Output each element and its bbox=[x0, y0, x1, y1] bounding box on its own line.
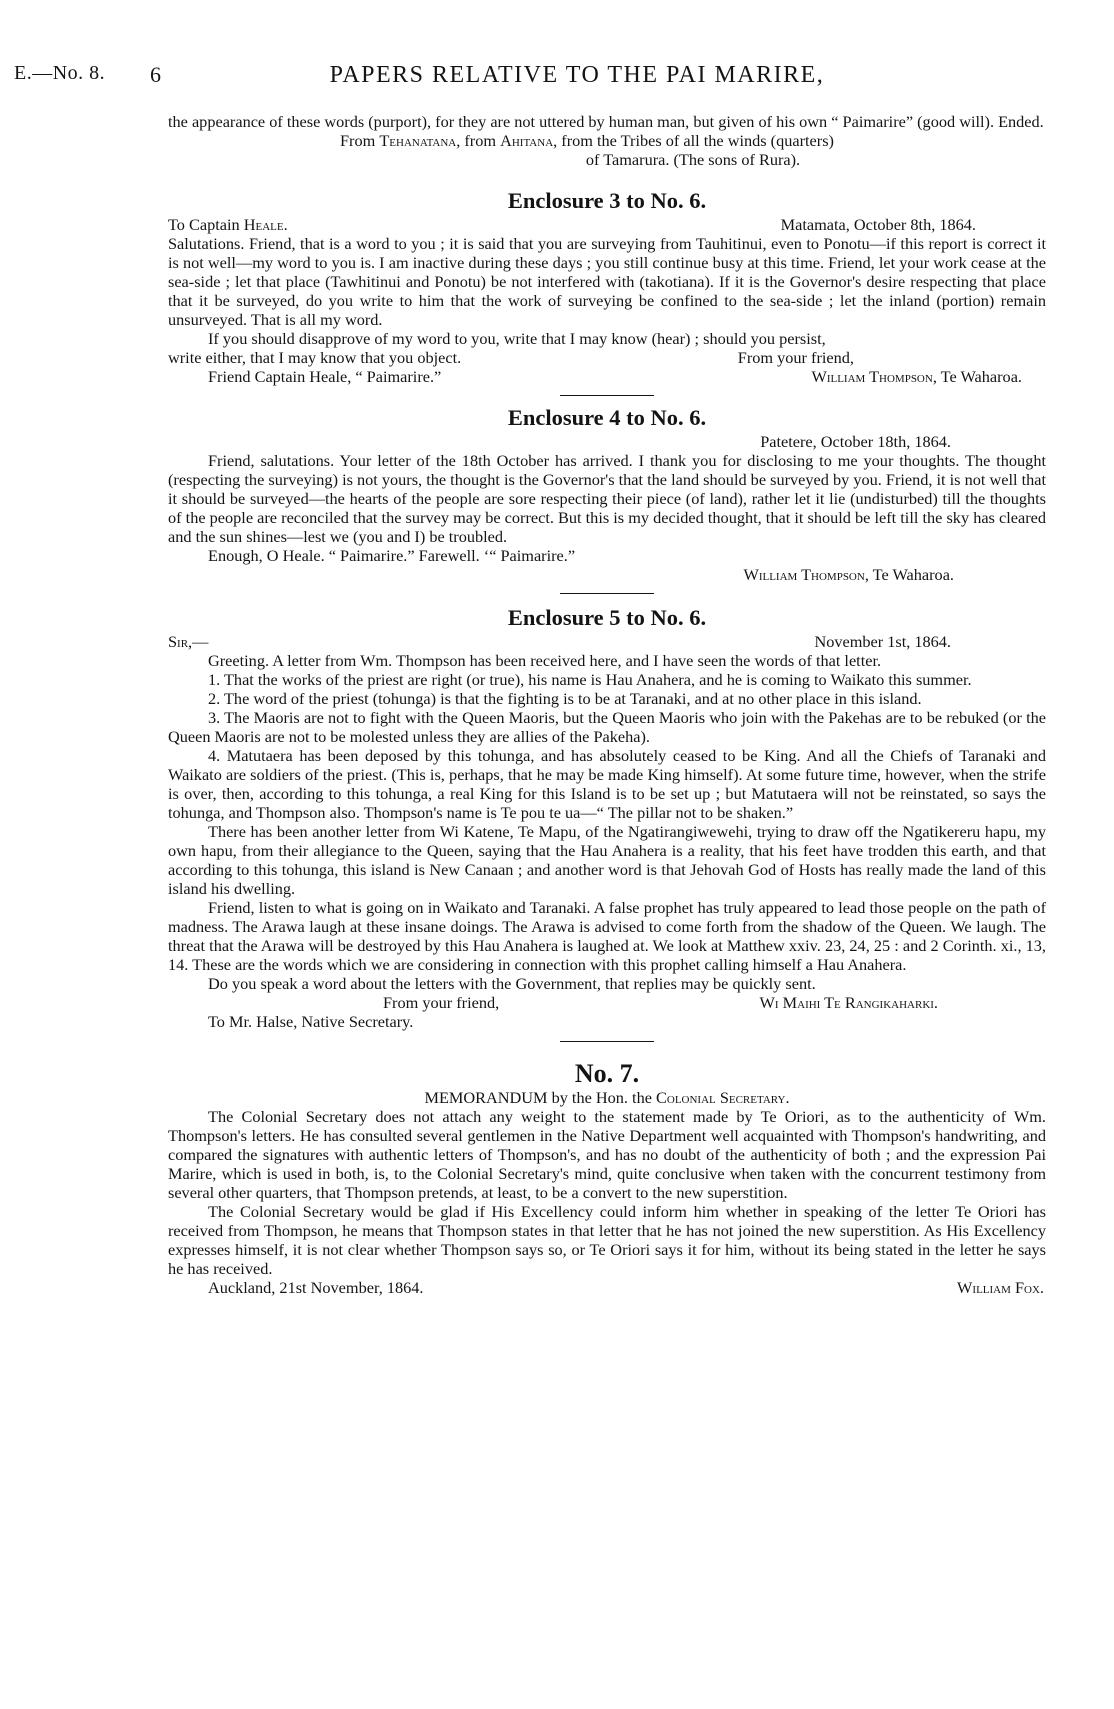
signature: Wi Maihi Te Rangikaharki. bbox=[759, 993, 938, 1012]
memorandum-paragraph: The Colonial Secretary would be glad if His Excellency could inform him whether in speaking of the letter Te Oriori has received from Thompson, he means that Thompson states in that letter that he has not joined the new superstition. As His Excellency expresses himself, it is not clear whether Thompson says so, or Te Oriori says it for him, without its being stated in the letter he says he has received. bbox=[168, 1202, 1046, 1278]
sender-name: Tehanatana bbox=[379, 131, 457, 150]
letter-paragraph: Salutations. Friend, that is a word to you ; it is said that you are surveying from Tauhitinui, even to Ponotu—if this report is correct it is not well—my word to you is. I am inactive during these days ; you still continue busy at this time. Friend, let your work cease at the sea-side ; let that place (Tawhitinui and Ponotu) be not interfered with (takotiana). If it is the Governor's desire respecting that place that it be surveyed, do you write to him that the work of surveying be confined to the sea-side ; let the inland (portion) remain unsurveyed. That is all my word. bbox=[168, 234, 1046, 329]
opening-from-line: From Tehanatana, from Ahitana, from the Tribes of all the winds (quarters) of Tamarura. (The sons of Rura). bbox=[168, 131, 1046, 169]
document-body bbox=[168, 112, 1046, 1297]
enclosure-5-heading: Enclosure 5 to No. 6. bbox=[507, 605, 707, 630]
letter-date: November 1st, 1864. bbox=[814, 632, 951, 651]
letter-date: Matamata, October 8th, 1864. bbox=[780, 215, 976, 234]
letter-paragraph: Friend, salutations. Your letter of the 18th October has arrived. I thank you for disclosing to me your thoughts. The thought (respecting the surveying) is not yours, the thought is the Governor's that the land should be surveyed by you. Friend, it is not well that it should be surveyed—the hearts of the people are sore respecting their piece (of land), rather let it lie (undisturbed) till the thoughts of the people are reconciled that the survey may be correct. But this is my decided thought, that it should be left till the sky has cleared and the sun shines—lest we (you and I) be troubled. bbox=[168, 451, 1046, 546]
enclosure-3-address-row bbox=[168, 215, 1046, 234]
letter-paragraph: 2. The word of the priest (tohunga) is that the fighting is to be at Taranaki, and at no other place in this island. bbox=[208, 689, 922, 708]
letter-paragraph: Greeting. A letter from Wm. Thompson has been received here, and I have seen the words of that letter. bbox=[208, 651, 882, 670]
addressee: To Captain Heale. bbox=[168, 215, 288, 234]
memorandum-title: MEMORANDUM by the Hon. the Colonial Secretary. bbox=[424, 1088, 790, 1107]
closing-from: From your friend, bbox=[383, 993, 500, 1012]
memorandum-paragraph: The Colonial Secretary does not attach any weight to the statement made by Te Oriori, as to the authenticity of Wm. Thompson's letters. He has consulted several gentlemen in the Native Department well acquainted with Thompson's handwriting, and compared the signatures with authentic letters of Thompson's, and has no doubt of the authenticity of both ; and the expression Pai Marire, which is used in both, is, to the Colonial Secretary's mind, quite conclusive when taken with the concurrent testimony from several other quarters, that Thompson pretends, at least, to be a convert to the new superstition. bbox=[168, 1107, 1046, 1202]
letter-paragraph: 4. Matutaera has been deposed by this tohunga, and has absolutely ceased to be King. And all the Chiefs of Taranaki and Waikato are soldiers of the priest. (This is, perhaps, that he may be made King himself). At some future time, however, when the strife is over, then, according to this tohunga, a real King for this Island is to be set up ; but Matutaera will not be reinstated, so says the tohunga, and Thompson also. Thompson's name is Te pou te ua—“ The pillar not to be shaken.” bbox=[168, 746, 1046, 822]
letter-paragraph: Do you speak a word about the letters with the Government, that replies may be quickly sent. bbox=[208, 974, 816, 993]
letter-paragraph: Enough, O Heale. “ Paimarire.” Farewell. ‘“ Paimarire.” bbox=[208, 546, 576, 565]
memorandum-signature-row bbox=[168, 1278, 1046, 1297]
running-title: PAPERS RELATIVE TO THE PAI MARIRE, bbox=[329, 62, 825, 88]
recipient-line: To Mr. Halse, Native Secretary. bbox=[208, 1012, 414, 1031]
closing-from: From your friend, bbox=[737, 348, 854, 367]
letter-paragraph: Friend, listen to what is going on in Waikato and Taranaki. A false prophet has truly appeared to lead those people on the path of madness. The Arawa laugh at these insane doings. The Arawa is advised to come forth from the shadow of the Queen. We laugh. The threat that the Arawa will be destroyed by this Hau Anahera is laughed at. We look at Matthew xxiv. 23, 24, 25 : and 2 Corinth. xi., 13, 14. These are the words which we are considering in connection with this prophet calling himself a Hau Anahera. bbox=[168, 898, 1046, 974]
letter-paragraph: There has been another letter from Wi Katene, Te Mapu, of the Ngatirangiwewehi, trying to draw off the Ngatikereru hapu, my own hapu, from their allegiance to the Queen, saying that the Hau Anahera is a reality, that his feet have trodden this earth, and that according to this tohunga, this island is New Canaan ; and another word is that Jehovah God of Hosts has really made the land of this island his dwelling. bbox=[168, 822, 1046, 898]
signature: William Thompson, Te Waharoa. bbox=[743, 565, 954, 584]
signature: William Fox. bbox=[957, 1278, 1044, 1297]
opening-paragraph: the appearance of these words (purport), for they are not uttered by human man, but given of his own “ Paimarire” (good will). Ended. bbox=[168, 112, 1044, 131]
enclosure-4-heading: Enclosure 4 to No. 6. bbox=[507, 405, 707, 430]
section-heading-no-7: No. 7. bbox=[574, 1059, 640, 1088]
letter-paragraph: 1. That the works of the priest are right (or true), his name is Hau Anahera, and he is coming to Waikato this summer. bbox=[208, 670, 972, 689]
letter-date: Patetere, October 18th, 1864. bbox=[760, 432, 951, 451]
letter-signature-row bbox=[168, 993, 1046, 1012]
letter-paragraph: 3. The Maoris are not to fight with the Queen Maoris, but the Queen Maoris who join with the Pakehas are to be rebuked (or the Queen Maoris are not to be molested unless they are allies of the Pakeha). bbox=[168, 708, 1046, 746]
place-date: Auckland, 21st November, 1864. bbox=[208, 1278, 424, 1297]
salutation: Sir,— bbox=[168, 632, 209, 651]
letter-paragraph: If you should disapprove of my word to you, write that I may know (hear) ; should you persist, bbox=[208, 329, 826, 348]
enclosure-3-heading: Enclosure 3 to No. 6. bbox=[507, 188, 707, 213]
opening-from-continuation: of Tamarura. (The sons of Rura). bbox=[585, 150, 801, 169]
enclosure-5-address-row bbox=[168, 632, 1046, 651]
signature: William Thompson, Te Waharoa. bbox=[811, 367, 1022, 386]
page-header bbox=[0, 62, 1114, 92]
letter-signature-row: Friend Captain Heale, “ Paimarire.” William Thompson, Te Waharoa. bbox=[168, 367, 1046, 386]
series-number: E.—No. 8. bbox=[14, 62, 106, 84]
page-number: 6 bbox=[150, 62, 161, 87]
letter-closing-row: write either, that I may know that you object. From your friend, bbox=[168, 348, 1046, 367]
sender-name: Ahitana bbox=[500, 131, 554, 150]
